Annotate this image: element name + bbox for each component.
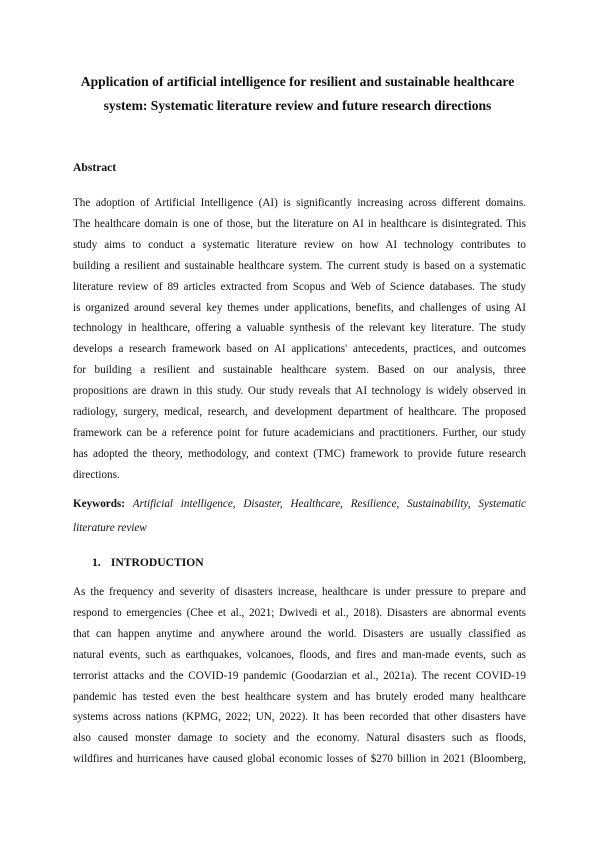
keywords-text: Artificial intelligence, Disaster, Healthcare, Resilience, Sustainability, Systematic [132, 498, 526, 510]
abstract-line: literature review of 89 articles extracted from Scopus and Web of Science databases. The study [73, 280, 526, 293]
abstract-line: directions. [73, 468, 120, 481]
keywords-label: Keywords: [73, 498, 125, 510]
section-heading [92, 555, 204, 571]
title-line: Application of artificial intelligence for resilient and sustainable healthcare [80, 74, 515, 89]
intro-line: natural events, such as earthquakes, volcanoes, floods, and fires and man-made events, such as [73, 648, 526, 661]
abstract-line: has adopted the theory, methodology, and context (TMC) framework to provide future research [73, 447, 526, 460]
abstract-heading: Abstract [73, 161, 117, 174]
abstract-line: The adoption of Artificial Intelligence (AI) is significantly increasing across different domains. [73, 197, 526, 209]
keywords-text: literature review [73, 522, 147, 534]
abstract-line: is organized around several key themes under applications, benefits, and challenges of using AI [73, 301, 526, 314]
abstract-body [73, 193, 526, 486]
abstract-line: radiology, surgery, medical, research, and development department of healthcare. The proposed [73, 406, 526, 419]
abstract-line: propositions are drawn in this study. Our study reveals that AI technology is widely observed in [73, 385, 526, 398]
abstract-line: framework can be a reference point for future academicians and practitioners. Further, our study [73, 426, 526, 439]
introduction-body [73, 582, 526, 770]
section-title: INTRODUCTION [110, 556, 204, 569]
paper-title [60, 70, 535, 118]
keywords [73, 492, 526, 540]
abstract-line: The healthcare domain is one of those, but the literature on AI in healthcare is disintegrated. This [73, 217, 526, 230]
title-line: system: Systematic literature review and future research directions [103, 98, 492, 113]
intro-line: also caused monster damage to society and the economy. Natural disasters such as floods, [73, 732, 526, 745]
intro-line: respond to emergencies (Chee et al., 2021; Dwivedi et al., 2018). Disasters are abnormal events [73, 606, 526, 619]
section-number: 1. [92, 556, 101, 569]
abstract-line: building a resilient and sustainable healthcare system. The current study is based on a systematic [73, 259, 526, 272]
abstract-line: technology in healthcare, offering a valuable synthesis of the relevant key literature. The study [73, 322, 526, 335]
abstract-line: for building a resilient and sustainable healthcare system. Based on our analysis, three [73, 364, 526, 377]
intro-line: systems across nations (KPMG, 2022; UN, 2022). It has been recorded that other disasters have [73, 711, 526, 724]
intro-line: As the frequency and severity of disasters increase, healthcare is under pressure to prepare and [73, 586, 526, 598]
intro-line: terrorist attacks and the COVID-19 pandemic (Goodarzian et al., 2021a). The recent COVID-19 [73, 669, 526, 682]
abstract-line: study aims to conduct a systematic literature review on how AI technology contributes to [73, 238, 526, 251]
intro-line: wildfires and hurricanes have caused global economic losses of $270 billion in 2021 (Bloomberg, [73, 753, 526, 766]
intro-line: pandemic has tested even the best healthcare system and has brutely eroded many healthcare [73, 690, 526, 703]
abstract-line: develops a research framework based on AI applications' antecedents, practices, and outcomes [73, 343, 526, 356]
intro-line: that can happen anytime and anywhere around the world. Disasters are usually classified as [73, 627, 526, 640]
